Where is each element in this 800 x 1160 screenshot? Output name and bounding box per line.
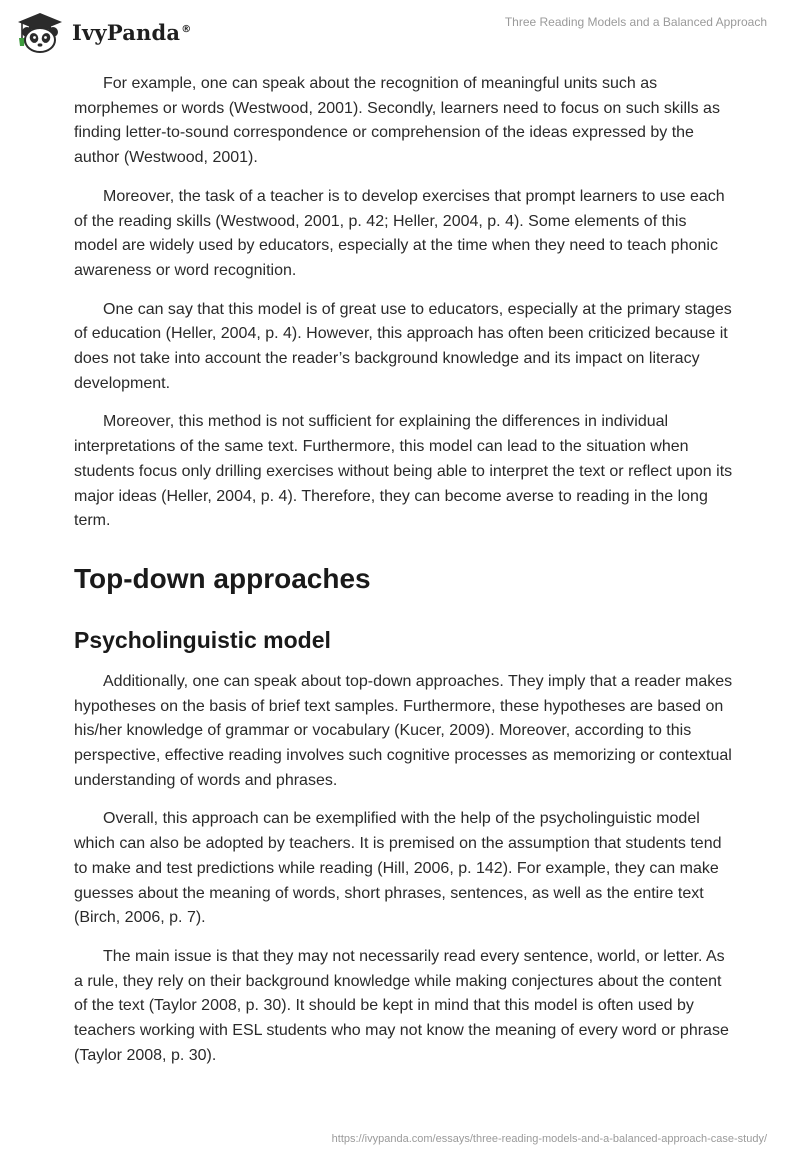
panda-graduate-icon: [14, 10, 66, 54]
source-url[interactable]: https://ivypanda.com/essays/three-reading-models-and-a-balanced-approach-case-study/: [331, 1133, 767, 1145]
paragraph: For example, one can speak about the recognition of meaningful units such as morphemes or words (Westwood, 2001). Secondly, learners need to focus on such skills as finding letter-to-sound correspondence or comprehension of the ideas expressed by the author (Westwood, 2001).: [74, 75, 720, 167]
essay-body: [74, 72, 734, 1083]
paragraph: Additionally, one can speak about top-down approaches. They imply that a reader makes hypotheses on the basis of brief text samples. Furthermore, these hypotheses are based on his/her knowledge of grammar or vocabulary (Kucer, 2009). Moreover, according to this perspective, effective reading involves such cognitive processes as memorizing or contextual understanding of words and phrases.: [74, 672, 733, 789]
brand-name: IvyPanda®: [72, 19, 192, 45]
paragraph: Moreover, this method is not sufficient for explaining the differences in individual interpretations of the same text. Furthermore, this model can lead to the situation when students focus only drilling exercises without being able to interpret the text or reflect upon its major ideas (Heller, 2004, p. 4). Therefore, they can become averse to reading in the long term.: [74, 413, 733, 530]
paragraph: One can say that this model is of great use to educators, especially at the primary stages of education (Heller, 2004, p. 4). However, this approach has often been criticized because it does not take into account the reader’s background knowledge and its impact on literacy development.: [74, 300, 732, 392]
registered-mark: ®: [181, 23, 192, 35]
paragraph: The main issue is that they may not necessarily read every sentence, world, or letter. As a rule, they rely on their background knowledge while making conjectures about the content of the text (Taylor 2008, p. 30). It should be kept in mind that this model is often used by teachers working with ESL students who may not know the meaning of every word or phrase (Taylor 2008, p. 30).: [74, 947, 729, 1064]
section-heading: Top-down approaches: [74, 562, 371, 594]
paragraph: Overall, this approach can be exemplified with the help of the psycholinguistic model which can also be adopted by teachers. It is premised on the assumption that students tend to make and test predictions while reading (Hill, 2006, p. 142). For example, they can make guesses about the meaning of words, short phrases, sentences, as well as the entire text (Birch, 2006, p. 7).: [74, 810, 722, 927]
document-title: Three Reading Models and a Balanced Approach: [504, 15, 767, 29]
subsection-heading: Psycholinguistic model: [74, 626, 331, 653]
page-header: [0, 0, 800, 60]
brand-logo[interactable]: [14, 10, 191, 54]
paragraph: Moreover, the task of a teacher is to develop exercises that prompt learners to use each of the reading skills (Westwood, 2001, p. 42; Heller, 2004, p. 4). Some elements of this model are widely used by educators, especially at the time when they need to teach phonic awareness or word recognition.: [74, 187, 725, 279]
